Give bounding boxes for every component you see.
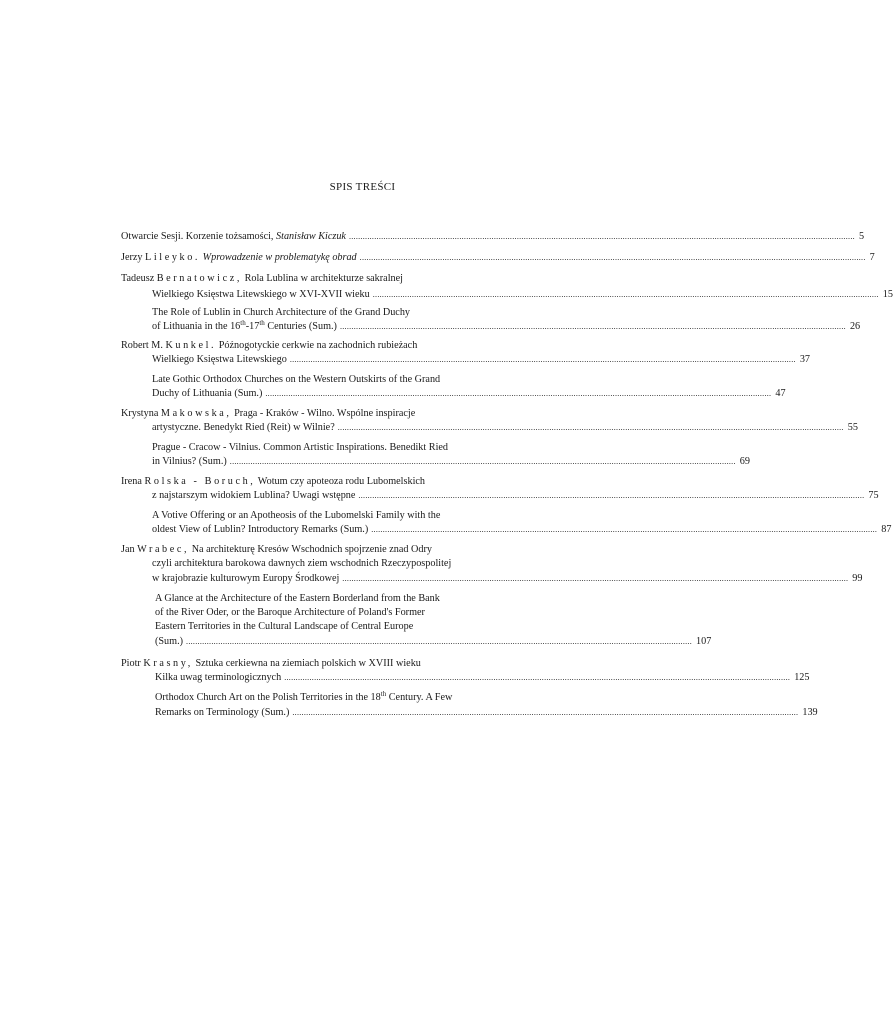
toc-entry-wrabec [121, 543, 545, 557]
toc-entry-lileyko [121, 251, 875, 265]
entry-title-line2: Remarks on Terminology (Sum.) [155, 707, 290, 718]
page-number: 69 [739, 456, 750, 467]
leader-dots: ............................................................................................................................................................................................................................ [358, 491, 865, 500]
leader-dots: ............................................................................................................................................................................................................................ [372, 290, 879, 299]
page-number: 26 [849, 321, 861, 332]
author-first-name: Jerzy [121, 252, 146, 263]
entry-title-line2: Wielkiego Księstwa Litewskiego w XVI-XVII wieku [152, 289, 370, 300]
entry-title-line2: in Vilnius? (Sum.) [152, 456, 227, 467]
toc-entry-krasny-cont [121, 671, 810, 685]
page-number: 5 [858, 231, 865, 242]
toc-entry-krasny [121, 657, 545, 671]
author-surname: Kunkel. [165, 340, 217, 351]
toc-entry-bernatowicz-cont [121, 288, 893, 302]
page-number: 125 [794, 672, 810, 683]
toc-entry-orthodox-church-art [121, 691, 559, 705]
page-number: 107 [696, 636, 712, 647]
leader-dots: ............................................................................................................................................................................................................................ [229, 457, 736, 466]
superscript: th [380, 690, 387, 698]
entry-title-line1: A Glance at the Architecture of the Eastern Borderland from the Bank [155, 593, 440, 604]
toc-entry-opening [121, 230, 865, 244]
entry-title-line2: czyli architektura barokowa dawnych ziem wschodnich Rzeczypospolitej [152, 558, 452, 569]
entry-title-line4: (Sum.) [155, 636, 184, 647]
author-surname: Rolska - Boruch, [144, 476, 256, 487]
entry-title: Wprowadzenie w problematykę obrad [202, 252, 357, 263]
toc-entry-late-gothic [121, 373, 545, 387]
leader-dots: ............................................................................................................................................................................................................................ [289, 355, 796, 364]
author-first-name: Piotr [121, 658, 144, 669]
toc-entry-late-gothic-cont [121, 387, 786, 401]
entry-text: Orthodox Church Art on the Polish Territories in the 18 [155, 692, 381, 703]
toc-entry-kunkel-cont [121, 353, 811, 367]
toc-entry-orthodox-church-art-cont [121, 706, 818, 720]
entry-title-line1: Rola Lublina w architekturze sakralnej [244, 273, 403, 284]
leader-dots: ............................................................................................................................................................................................................................ [265, 389, 772, 398]
entry-title-line1: Wotum czy apoteoza rodu Lubomelskich [257, 476, 426, 487]
toc-entry-glance-cont2 [121, 620, 545, 634]
leader-dots: ............................................................................................................................................................................................................................ [359, 253, 866, 262]
entry-title-line1: A Votive Offering or an Apotheosis of the Lubomelski Family with the [152, 510, 441, 521]
entry-title-line2: artystyczne. Benedykt Ried (Reit) w Wilnie? [152, 422, 335, 433]
entry-title-line3: Eastern Territories in the Cultural Landscape of Central Europe [155, 621, 414, 632]
entry-title-line1: Na architekturę Kresów Wschodnich spojrzenie znad Odry [191, 544, 432, 555]
page-number: 47 [775, 388, 786, 399]
toc-entry-rolska-boruch-cont [121, 489, 879, 503]
entry-text: of Lithuania in the 16 [152, 321, 241, 332]
page-number: 37 [799, 354, 811, 365]
leader-dots: ............................................................................................................................................................................................................................ [371, 525, 878, 534]
toc-entry-glance-cont1 [121, 606, 545, 620]
entry-title-line1: Late Gothic Orthodox Churches on the Western Outskirts of the Grand [152, 374, 441, 385]
page-number: 15 [882, 289, 893, 300]
author-first-name: Krystyna [121, 408, 161, 419]
author-first-name: Jan [121, 544, 138, 555]
page-number: 7 [869, 252, 875, 263]
author-surname: Lileyko. [145, 252, 201, 263]
toc-entry-prague [121, 441, 545, 455]
entry-title-line1: Sztuka cerkiewna na ziemiach polskich w XVIII wieku [195, 658, 421, 669]
superscript: th [259, 319, 265, 327]
entry-title-line2: of the River Oder, or the Baroque Architecture of Poland's Former [155, 607, 425, 618]
entry-title-line1: Późnogotyckie cerkwie na zachodnich rubieżach [218, 340, 418, 351]
entry-author: Stanisław Kiczuk [276, 231, 346, 242]
leader-dots: ............................................................................................................................................................................................................................ [186, 637, 693, 646]
leader-dots: ............................................................................................................................................................................................................................ [292, 708, 799, 717]
toc-entry-glance [121, 592, 545, 606]
entry-title-line1: The Role of Lublin in Church Architecture of the Grand Duchy [152, 307, 411, 318]
author-surname: Wrabec, [137, 544, 190, 555]
author-surname: Krasny, [143, 658, 193, 669]
page-number: 55 [847, 422, 858, 433]
leader-dots: ............................................................................................................................................................................................................................ [284, 673, 791, 682]
author-first-name: Tadeusz [121, 273, 157, 284]
toc-entry-makowska-cont [121, 421, 858, 435]
page-number: 99 [852, 573, 863, 584]
toc-entry-votive-offering [121, 509, 545, 523]
entry-title-line2: oldest View of Lublin? Introductory Remarks (Sum.) [152, 524, 369, 535]
leader-dots: ............................................................................................................................................................................................................................ [339, 322, 846, 331]
page-number: 139 [802, 707, 818, 718]
entry-title-line2: Kilka uwag terminologicznych [155, 672, 282, 683]
toc-entry-votive-offering-cont [121, 523, 892, 537]
entry-title: Otwarcie Sesji. Korzenie tożsamości, [121, 231, 277, 242]
toc-entry-glance-cont3 [121, 635, 712, 649]
page-number: 87 [881, 524, 892, 535]
toc-entry-wrabec-cont2 [121, 572, 863, 586]
toc-entry-bernatowicz [121, 272, 545, 286]
author-first-name: Robert M. [121, 340, 166, 351]
toc-entry-wrabec-cont1 [121, 557, 545, 571]
entry-text: Century. A Few [386, 692, 453, 703]
superscript: th [240, 319, 246, 327]
author-surname: Bernatowicz, [156, 273, 243, 284]
toc-entry-role-of-lublin [121, 306, 545, 320]
entry-title-line2: z najstarszym widokiem Lublina? Uwagi wstępne [152, 490, 356, 501]
page-number: 75 [868, 490, 879, 501]
entry-title-line1: Praga - Kraków - Wilno. Wspólne inspiracje [234, 408, 416, 419]
page-title: SPIS TREŚCI [329, 181, 396, 193]
author-surname: Makowska, [160, 408, 232, 419]
author-first-name: Irena [121, 476, 145, 487]
toc-entry-kunkel [121, 339, 545, 353]
entry-title-line2: Wielkiego Księstwa Litewskiego [152, 354, 287, 365]
entry-title-line3: w krajobrazie kulturowym Europy Środkowej [152, 573, 340, 584]
toc-entry-rolska-boruch [121, 475, 545, 489]
toc-entry-role-of-lublin-cont [121, 319, 861, 334]
entry-title-line1: Prague - Cracow - Vilnius. Common Artistic Inspirations. Benedikt Ried [152, 442, 449, 453]
entry-text: -17 [245, 321, 260, 332]
leader-dots: ............................................................................................................................................................................................................................ [348, 232, 855, 241]
leader-dots: ............................................................................................................................................................................................................................ [337, 423, 844, 432]
entry-title-line2: Duchy of Lithuania (Sum.) [152, 388, 263, 399]
toc-entry-prague-cont [121, 455, 750, 469]
entry-text: Centuries (Sum.) [264, 321, 337, 332]
toc-entry-makowska [121, 407, 545, 421]
leader-dots: ............................................................................................................................................................................................................................ [342, 574, 849, 583]
